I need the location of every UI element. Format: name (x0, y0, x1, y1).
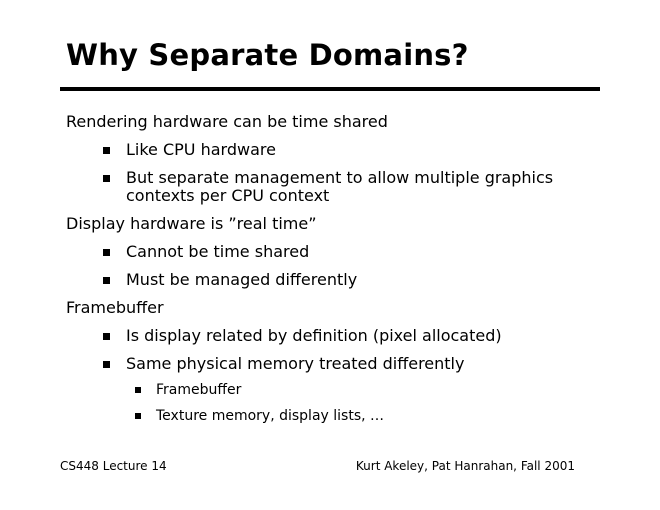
footer-authors: Kurt Akeley, Pat Hanrahan, Fall 2001 (355, 459, 575, 473)
bullet-square-icon (103, 277, 110, 284)
section-heading-framebuffer: Framebuffer (66, 298, 164, 317)
bullet-square-icon (103, 249, 110, 256)
bullet-item-line1: But separate management to allow multiple graphics (126, 168, 554, 187)
section-heading-rendering: Rendering hardware can be time shared (66, 112, 388, 131)
bullet-item: Must be managed differently (126, 270, 358, 289)
bullet-square-icon (103, 175, 110, 182)
bullet-item: Is display related by definition (pixel allocated) (126, 326, 502, 345)
slide-title: Why Separate Domains? (66, 38, 469, 72)
sub-bullet-square-icon (135, 387, 141, 393)
bullet-item: Cannot be time shared (126, 242, 310, 261)
sub-bullet-item: Texture memory, display lists, … (156, 408, 385, 424)
bullet-square-icon (103, 147, 110, 154)
section-heading-display: Display hardware is ”real time” (66, 214, 317, 233)
bullet-item-line2: contexts per CPU context (126, 186, 330, 205)
bullet-item: Like CPU hardware (126, 140, 276, 159)
footer-course: CS448 Lecture 14 (60, 459, 167, 473)
title-underline (60, 87, 600, 91)
bullet-square-icon (103, 361, 110, 368)
sub-bullet-square-icon (135, 413, 141, 419)
sub-bullet-item: Framebuffer (156, 382, 242, 398)
bullet-square-icon (103, 333, 110, 340)
bullet-item: Same physical memory treated differently (126, 354, 465, 373)
